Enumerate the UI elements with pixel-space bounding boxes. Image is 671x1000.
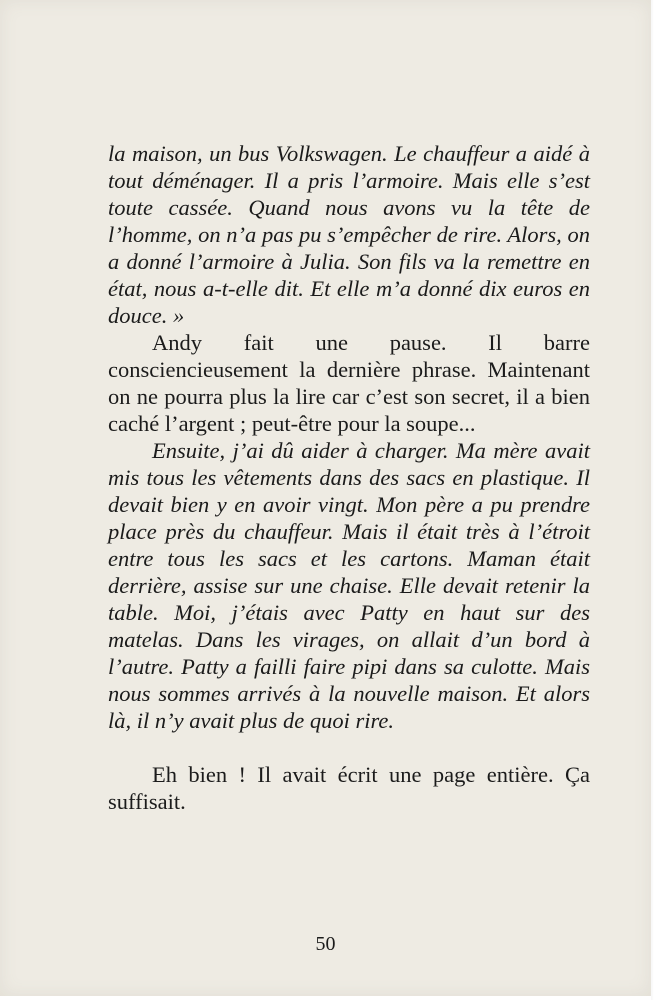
page-edge <box>651 0 671 1000</box>
paragraph-story-moving-day: Ensuite, j’ai dû aider à charger. Ma mère avait mis tous les vêtements dans des sacs en plastique. Il devait bien y en avoir vingt. Mon père a pu prendre place près du chauffeur. Mais il était très à l’étroit entre tous les sacs et les cartons. Maman était derrière, assise sur une chaise. Elle devait retenir la table. Moi, j’étais avec Patty en haut sur des matelas. Dans les virages, on allait d’un bord à l’autre. Patty a failli faire pipi dans sa culotte. Mais nous sommes arrivés à la nouvelle maison. Et alors là, il n’y avait plus de quoi rire. <box>108 438 590 733</box>
paragraph-andy-pause: Andy fait une pause. Il barre consciencieusement la dernière phrase. Maintenant on ne pourra plus la lire car c’est son secret, il a bien caché l’argent ; peut-être pour la soupe... <box>108 330 590 436</box>
page-number: 50 <box>315 933 336 955</box>
page-body-text <box>108 140 590 815</box>
paragraph-conclusion: Eh bien ! Il avait écrit une page entière. Ça suffisait. <box>108 762 590 814</box>
paragraph-story-continuation: la maison, un bus Volkswagen. Le chauffeur a aidé à tout déménager. Il a pris l’armoire. Mais elle s’est toute cassée. Quand nous avons vu la tête de l’homme, on n’a pas pu s’empêcher de rire. Alors, on a donné l’armoire à Julia. Son fils va la remettre en état, nous a-t-elle dit. Et elle m’a donné dix euros en douce. » <box>108 141 590 328</box>
